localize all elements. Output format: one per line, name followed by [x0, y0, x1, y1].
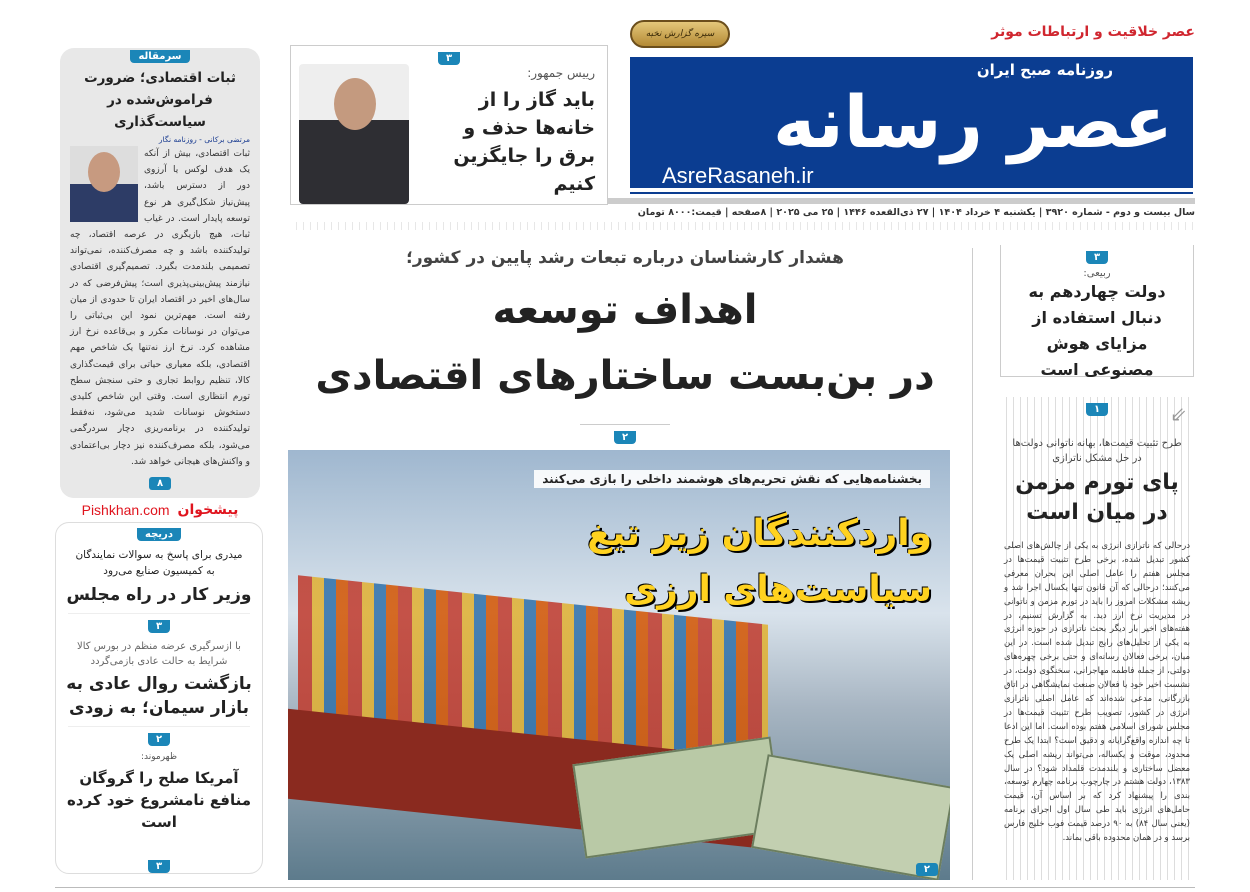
- divider: [580, 424, 670, 444]
- news-headline: دولت چهاردهم به دنبال استفاده از مزایای هوش مصنوعی است: [1028, 282, 1166, 379]
- slogan: عصر خلاقیت و ارتباطات موثر: [991, 24, 1195, 40]
- award-badge: سیره گزارش نخبه: [630, 20, 730, 48]
- section-tag: دریچه: [137, 528, 181, 541]
- top-story-headline: باید گاز را از خانه‌ها حذف و برق را جایگزین کنیم: [453, 89, 595, 195]
- divider: [55, 887, 1195, 888]
- masthead-subtitle: روزنامه صبح ایران: [976, 61, 1113, 79]
- news-kicker: ربیعی:: [1083, 268, 1111, 279]
- main-kicker: هشدار کارشناسان درباره تبعات رشد پایین در کشور؛: [406, 248, 844, 268]
- masthead: [630, 57, 1193, 188]
- main-headline-2[interactable]: در بن‌بست ساختارهای اقتصادی: [315, 353, 935, 399]
- section-tag: سرمقاله: [130, 50, 189, 63]
- divider: [630, 192, 1193, 194]
- top-story[interactable]: [290, 45, 608, 205]
- editorial-author: مرتضی برکانی - روزنامه نگار: [158, 135, 250, 144]
- image-caption: بخشنامه‌هایی که نقش تحریم‌های هوشمند داخلی را بازی می‌کنند: [534, 470, 930, 488]
- news-kicker: میدری برای پاسخ به سوالات نمایندگان به کمیسیون صنایع می‌رود: [75, 549, 243, 577]
- page-tag: ۲: [614, 431, 636, 444]
- story-body: درحالی که ناترازی انرژی به یکی از چالش‌های اصلی کشور تبدیل شده، برخی طرح تثبیت قیمت‌ها در مجلس هفتم را عامل اصلی این بحران معرفی می‌کنند؛ درحالی که آن قانون تنها یکسال اجرا شد و ریشه مشکلات امروز را باید در تورم مزمن و ناتوانی در مدیریت نرخ ارز دید. به گزارش تسنیم، در هفته‌های اخیر بار دیگر بحث ناترازی در حوزه انرژی به یکی از تحلیل‌های رایج تبدیل شده است. در این میان، برخی فعالان رسانه‌ای و حتی برخی چهره‌های دولتی، از جمله فاطمه مهاجرانی، سخنگوی دولت، در نشست اخیر خود با فعالان صنعت نمایشگاهی در اتاق بازرگانی، مدعی شده‌اند که عامل اصلی ناترازی انرژی در کشور، تصویب طرح تثبیت قیمت‌ها در مجلس شورای اسلامی هفتم بوده است. اما این ادعا تا چه اندازه واقع‌گرایانه و دقیق است؟ ابتدا یک طرح محدود، موقت و یکساله، می‌تواند ریشه اصلی یک معضل ساختاری و بلندمدت قلمداد شود؟ در سال ۱۳۸۳، دولت هشتم در چارچوب برنامه چهارم توسعه، بندی را پیشنهاد کرد که بر اساس آن، قیمت حامل‌های انرژی باید طی سال اول اجرای برنامه (یعنی سال ۸۴) به ۹۰ درصد قیمت فوب خلیج فارس برسد و در همان محدوده باقی بماند.: [1004, 541, 1190, 844]
- image-headline-2[interactable]: سیاست‌های ارزی: [624, 569, 932, 610]
- president-photo: [299, 64, 409, 204]
- image-headline-1[interactable]: واردکنندگان زیر تیغ: [587, 513, 932, 554]
- page-tag: ۲: [916, 863, 938, 876]
- editorial-title[interactable]: ثبات اقتصادی؛ ضرورت فراموش‌شده در سیاست‌گذاری: [84, 70, 236, 130]
- page-tag: ۳: [438, 52, 460, 65]
- page-tag: ۱: [1086, 403, 1108, 416]
- news-headline[interactable]: بازگشت روال عادی به بازار سیمان؛ به زودی: [66, 674, 252, 718]
- news-headline[interactable]: وزیر کار در راه مجلس: [66, 585, 252, 605]
- divider: [290, 222, 1195, 230]
- page-tag: ۳: [148, 620, 170, 633]
- website-link[interactable]: AsreRasaneh.ir: [662, 163, 814, 188]
- right-story[interactable]: [1000, 397, 1194, 880]
- news-kicker: ظهرموند:: [140, 752, 177, 762]
- author-photo: [70, 146, 138, 222]
- masthead-title: عصر رسانه: [773, 80, 1173, 164]
- news-kicker: با ازسرگیری عرضه منظم در بورس کالا شرایط به حالت عادی بازمی‌گردد: [77, 641, 241, 667]
- dateline: سال بیست و دوم - شماره ۳۹۲۰ | یکشنبه ۴ خرداد ۱۴۰۴ | ۲۷ ذی‌القعده ۱۴۴۶ | ۲۵ می ۲۰۲۵ | ۸صفحه | قیمت:۸۰۰۰ تومان: [637, 207, 1195, 218]
- editorial-body: ثبات اقتصادی، بیش از آنکه یک هدف لوکس یا آرزوی دور از دسترس باشد، پیش‌نیاز شکل‌گیری هر نوع توسعه پایدار است. در غیاب ثبات، هیچ بازیگری در عرصه اقتصاد، چه تولیدکننده باشد و چه مصرف‌کننده، نمی‌تواند تصمیمی بلندمدت بگیرد. تصمیم‌گیری اقتصادی نیازمند پیش‌بینی‌پذیری است؛ پیش‌فرضی که در سال‌های اخیر در اقتصاد ایران تا حدودی از میان رفته است. مهم‌ترین نمود این بی‌ثباتی را می‌توان در نوسانات مکرر و بی‌قاعده نرخ ارز مشاهده کرد. نرخ ارز نه‌تنها یک شاخص مهم اقتصادی، بلکه معیاری حیاتی برای قیمت‌گذاری کالا، تنظیم روابط تجاری و حتی سنجش سطح تورم انتظاری است. وقتی این شاخص کلیدی دستخوش نوسانات شدید می‌شود، نه‌فقط تولیدکننده در برنامه‌ریزی دچار سردرگمی می‌شود، بلکه مصرف‌کننده نیز دچار بی‌اعتمادی و واکنش‌های هیجانی خواهد شد.: [70, 149, 250, 467]
- main-headline-1[interactable]: اهداف توسعه: [492, 287, 758, 333]
- watermark-url: Pishkhan.com: [81, 502, 170, 518]
- arrow-icon: ⇙: [1170, 402, 1187, 426]
- page-tag: ۳: [1086, 251, 1108, 264]
- right-top-story[interactable]: [1000, 245, 1194, 377]
- watermark: [60, 500, 260, 520]
- main-image[interactable]: [288, 450, 950, 880]
- news-headline[interactable]: آمریکا صلح را گروگان منافع نامشروع خود کرده است: [66, 769, 251, 831]
- page-tag: ۳: [148, 860, 170, 873]
- editorial-box: [60, 48, 260, 498]
- top-story-kicker: رییس جمهور:: [527, 66, 595, 80]
- page-tag: ۸: [149, 477, 171, 490]
- left-news-box: [55, 522, 263, 874]
- page-tag: ۲: [148, 733, 170, 746]
- watermark-logo: پیشخوان: [177, 502, 239, 518]
- news-kicker: طرح تثبیت قیمت‌ها، بهانه ناتوانی دولت‌ها در حل مشکل ناترازی: [1012, 438, 1182, 464]
- news-headline: پای تورم مزمن در میان است: [1015, 470, 1179, 525]
- column-divider: [972, 248, 973, 880]
